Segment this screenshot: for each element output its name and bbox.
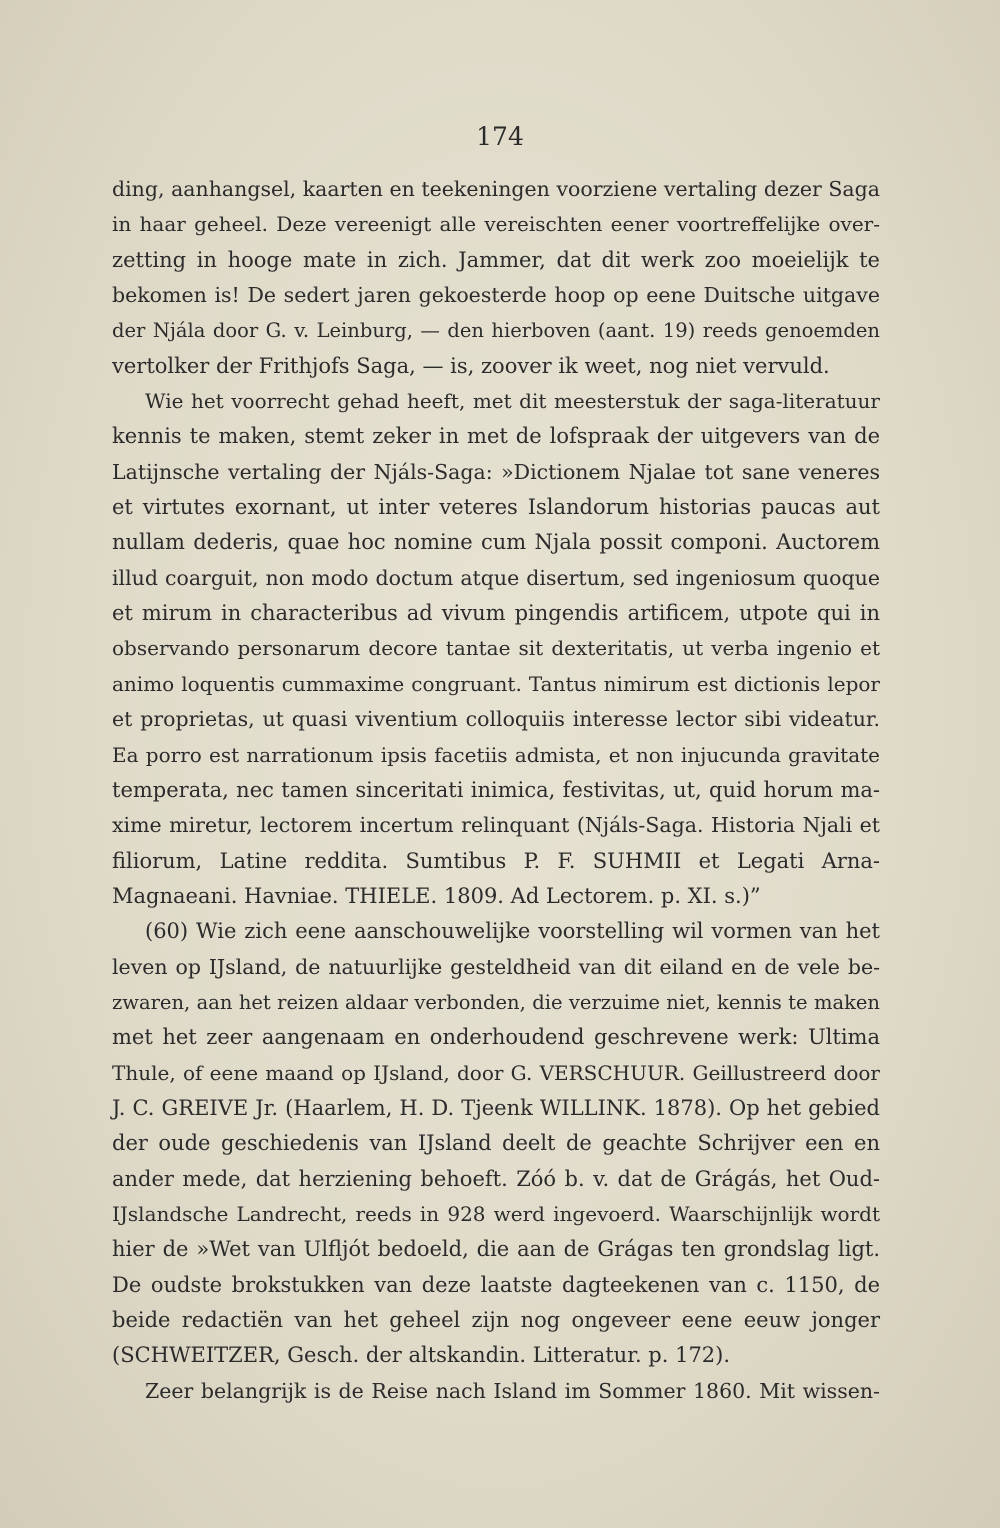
text-line: bekomen is! De sedert jaren gekoesterde hoop op eene Duitsche uitgave	[112, 283, 880, 308]
text-line: observando personarum decore tantae sit dexteritatis, ut verba ingenio et	[112, 636, 880, 661]
text-line: J. C. GREIVE Jr. (Haarlem, H. D. Tjeenk WILLINK. 1878). Op het gebied	[112, 1095, 880, 1120]
text-line: ding, aanhangsel, kaarten en teekeningen voorziene vertaling dezer Saga	[112, 177, 880, 201]
text-line: zwaren, aan het reizen aldaar verbonden, die verzuime niet, kennis te maken	[112, 990, 880, 1014]
text-line: et mirum in characteribus ad vivum pingendis artificem, utpote qui in	[112, 601, 880, 626]
text-line: Wie het voorrecht gehad heeft, met dit meesterstuk der saga-literatuur	[145, 389, 880, 414]
body-text	[112, 172, 880, 1409]
text-line: De oudste brokstukken van deze laatste dagteekenen van c. 1150, de	[112, 1272, 880, 1297]
page-number: 174	[476, 122, 524, 151]
text-line: kennis te maken, stemt zeker in met de lofspraak der uitgevers van de	[112, 424, 880, 449]
text-line: nullam dederis, quae hoc nomine cum Njala possit componi. Auctorem	[112, 530, 880, 555]
text-line: Magnaeani. Havniae. THIELE. 1809. Ad Lectorem. p. XI. s.)”	[112, 883, 761, 908]
text-line: temperata, nec tamen sinceritati inimica, festivitas, ut, quid horum ma-	[112, 777, 880, 802]
text-line: vertolker der Frithjofs Saga, — is, zoover ik weet, nog niet vervuld.	[112, 353, 830, 378]
text-line: et proprietas, ut quasi viventium colloquiis interesse lector sibi videatur.	[112, 707, 880, 732]
text-line: xime miretur, lectorem incertum relinquant (Njáls-Saga. Historia Njali et	[112, 813, 880, 838]
text-line: et virtutes exornant, ut inter veteres Islandorum historias paucas aut	[112, 495, 880, 520]
text-line: beide redactiën van het geheel zijn nog ongeveer eene eeuw jonger	[112, 1308, 880, 1332]
text-line: leven op IJsland, de natuurlijke gesteldheid van dit eiland en de vele be-	[112, 954, 880, 979]
text-line: Thule, of eene maand op IJsland, door G. VERSCHUUR. Geillustreerd door	[112, 1060, 880, 1085]
text-line: der oude geschiedenis van IJsland deelt de geachte Schrijver een en	[112, 1131, 880, 1156]
text-line: in haar geheel. Deze vereenigt alle vereischten eener voortreffelijke over-	[112, 212, 880, 237]
text-line: hier de »Wet van Ulfljót bedoeld, die aan de Grágas ten grondslag ligt.	[112, 1237, 880, 1262]
text-line: illud coarguit, non modo doctum atque disertum, sed ingeniosum quoque	[112, 565, 880, 590]
text-line: Latijnsche vertaling der Njáls-Saga: »Dictionem Njalae tot sane veneres	[112, 459, 880, 484]
text-line: met het zeer aangenaam en onderhoudend geschrevene werk: Ultima	[112, 1025, 880, 1050]
text-line: zetting in hooge mate in zich. Jammer, dat dit werk zoo moeielijk te	[112, 247, 880, 272]
text-line: (SCHWEITZER, Gesch. der altskandin. Litteratur. p. 172).	[112, 1343, 731, 1368]
text-line: ander mede, dat herziening behoeft. Zóó b. v. dat de Grágás, het Oud-	[112, 1166, 880, 1191]
text-line: (60) Wie zich eene aanschouwelijke voorstelling wil vormen van het	[145, 919, 880, 944]
text-line: der Njála door G. v. Leinburg, — den hierboven (aant. 19) reeds genoemden	[112, 319, 880, 343]
text-line: IJslandsche Landrecht, reeds in 928 werd ingevoerd. Waarschijnlijk wordt	[112, 1201, 880, 1226]
text-line: filiorum, Latine reddita. Sumtibus P. F. SUHMII et Legati Arna-	[112, 848, 880, 873]
text-line: animo loquentis cummaxime congruant. Tantus nimirum est dictionis lepor	[112, 671, 880, 696]
text-line: Zeer belangrijk is de Reise nach Island im Sommer 1860. Mit wissen-	[145, 1378, 880, 1403]
text-line: Ea porro est narrationum ipsis facetiis admista, et non injucunda gravitate	[112, 742, 880, 767]
